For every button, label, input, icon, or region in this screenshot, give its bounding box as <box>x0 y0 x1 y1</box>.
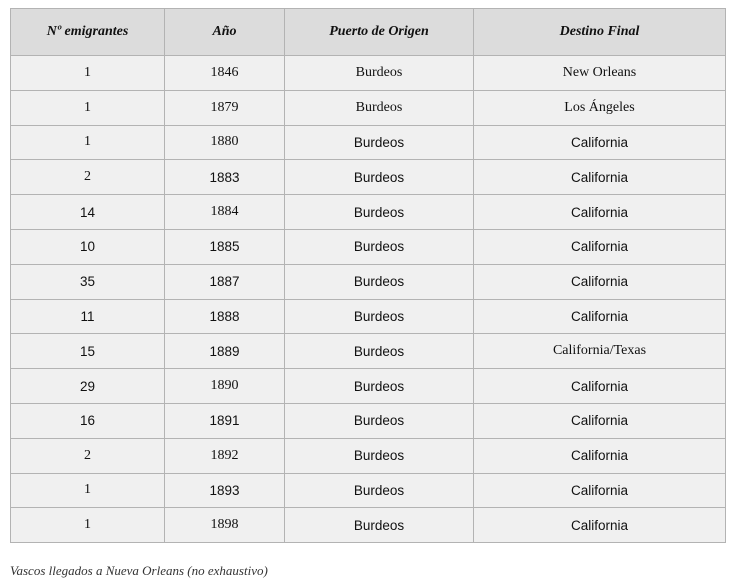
table-caption: Vascos llegados a Nueva Orleans (no exhaustivo) <box>10 563 268 578</box>
cell-year: 1846 <box>165 56 285 91</box>
cell-final-destination: California <box>474 403 726 438</box>
cell-final-destination: California <box>474 299 726 334</box>
cell-origin-port: Burdeos <box>285 334 474 369</box>
cell-year: 1887 <box>165 264 285 299</box>
table-row <box>11 160 726 195</box>
cell-emigrants: 1 <box>11 508 165 543</box>
cell-final-destination: California <box>474 473 726 508</box>
cell-emigrants: 15 <box>11 334 165 369</box>
cell-year: 1898 <box>165 508 285 543</box>
table-row <box>11 473 726 508</box>
table-row <box>11 438 726 473</box>
cell-emigrants: 14 <box>11 195 165 230</box>
cell-origin-port: Burdeos <box>285 473 474 508</box>
cell-origin-port: Burdeos <box>285 299 474 334</box>
cell-emigrants: 1 <box>11 125 165 160</box>
cell-year: 1890 <box>165 369 285 404</box>
cell-origin-port: Burdeos <box>285 508 474 543</box>
cell-year: 1885 <box>165 229 285 264</box>
cell-year: 1889 <box>165 334 285 369</box>
cell-origin-port: Burdeos <box>285 438 474 473</box>
cell-final-destination: California <box>474 264 726 299</box>
table-row <box>11 403 726 438</box>
cell-final-destination: California <box>474 125 726 160</box>
header-emigrants: Nº emigrantes <box>11 9 165 56</box>
cell-emigrants: 10 <box>11 229 165 264</box>
cell-year: 1879 <box>165 90 285 125</box>
cell-origin-port: Burdeos <box>285 90 474 125</box>
table-row <box>11 90 726 125</box>
table-row <box>11 195 726 230</box>
cell-final-destination: California/Texas <box>474 334 726 369</box>
cell-final-destination: Los Ángeles <box>474 90 726 125</box>
header-year: Año <box>165 9 285 56</box>
cell-origin-port: Burdeos <box>285 264 474 299</box>
table-row <box>11 56 726 91</box>
cell-emigrants: 2 <box>11 160 165 195</box>
header-final-destination: Destino Final <box>474 9 726 56</box>
cell-origin-port: Burdeos <box>285 229 474 264</box>
cell-emigrants: 29 <box>11 369 165 404</box>
cell-emigrants: 11 <box>11 299 165 334</box>
cell-final-destination: California <box>474 369 726 404</box>
table-row <box>11 299 726 334</box>
cell-final-destination: California <box>474 160 726 195</box>
header-origin-port: Puerto de Origen <box>285 9 474 56</box>
cell-emigrants: 16 <box>11 403 165 438</box>
cell-emigrants: 1 <box>11 473 165 508</box>
table-row <box>11 334 726 369</box>
cell-year: 1888 <box>165 299 285 334</box>
cell-year: 1893 <box>165 473 285 508</box>
table-row <box>11 369 726 404</box>
table-row <box>11 264 726 299</box>
cell-final-destination: California <box>474 438 726 473</box>
cell-emigrants: 35 <box>11 264 165 299</box>
table-row <box>11 229 726 264</box>
cell-origin-port: Burdeos <box>285 369 474 404</box>
cell-emigrants: 2 <box>11 438 165 473</box>
cell-origin-port: Burdeos <box>285 403 474 438</box>
cell-final-destination: California <box>474 229 726 264</box>
cell-emigrants: 1 <box>11 56 165 91</box>
table-header-row <box>11 9 726 56</box>
cell-final-destination: California <box>474 195 726 230</box>
cell-emigrants: 1 <box>11 90 165 125</box>
cell-origin-port: Burdeos <box>285 160 474 195</box>
table-body <box>11 56 726 543</box>
table-row <box>11 508 726 543</box>
emigrants-table-container <box>10 8 725 543</box>
cell-year: 1892 <box>165 438 285 473</box>
cell-origin-port: Burdeos <box>285 195 474 230</box>
cell-final-destination: California <box>474 508 726 543</box>
cell-final-destination: New Orleans <box>474 56 726 91</box>
cell-origin-port: Burdeos <box>285 125 474 160</box>
table-row <box>11 125 726 160</box>
cell-year: 1884 <box>165 195 285 230</box>
cell-year: 1883 <box>165 160 285 195</box>
emigrants-table <box>10 8 726 543</box>
cell-origin-port: Burdeos <box>285 56 474 91</box>
cell-year: 1880 <box>165 125 285 160</box>
cell-year: 1891 <box>165 403 285 438</box>
